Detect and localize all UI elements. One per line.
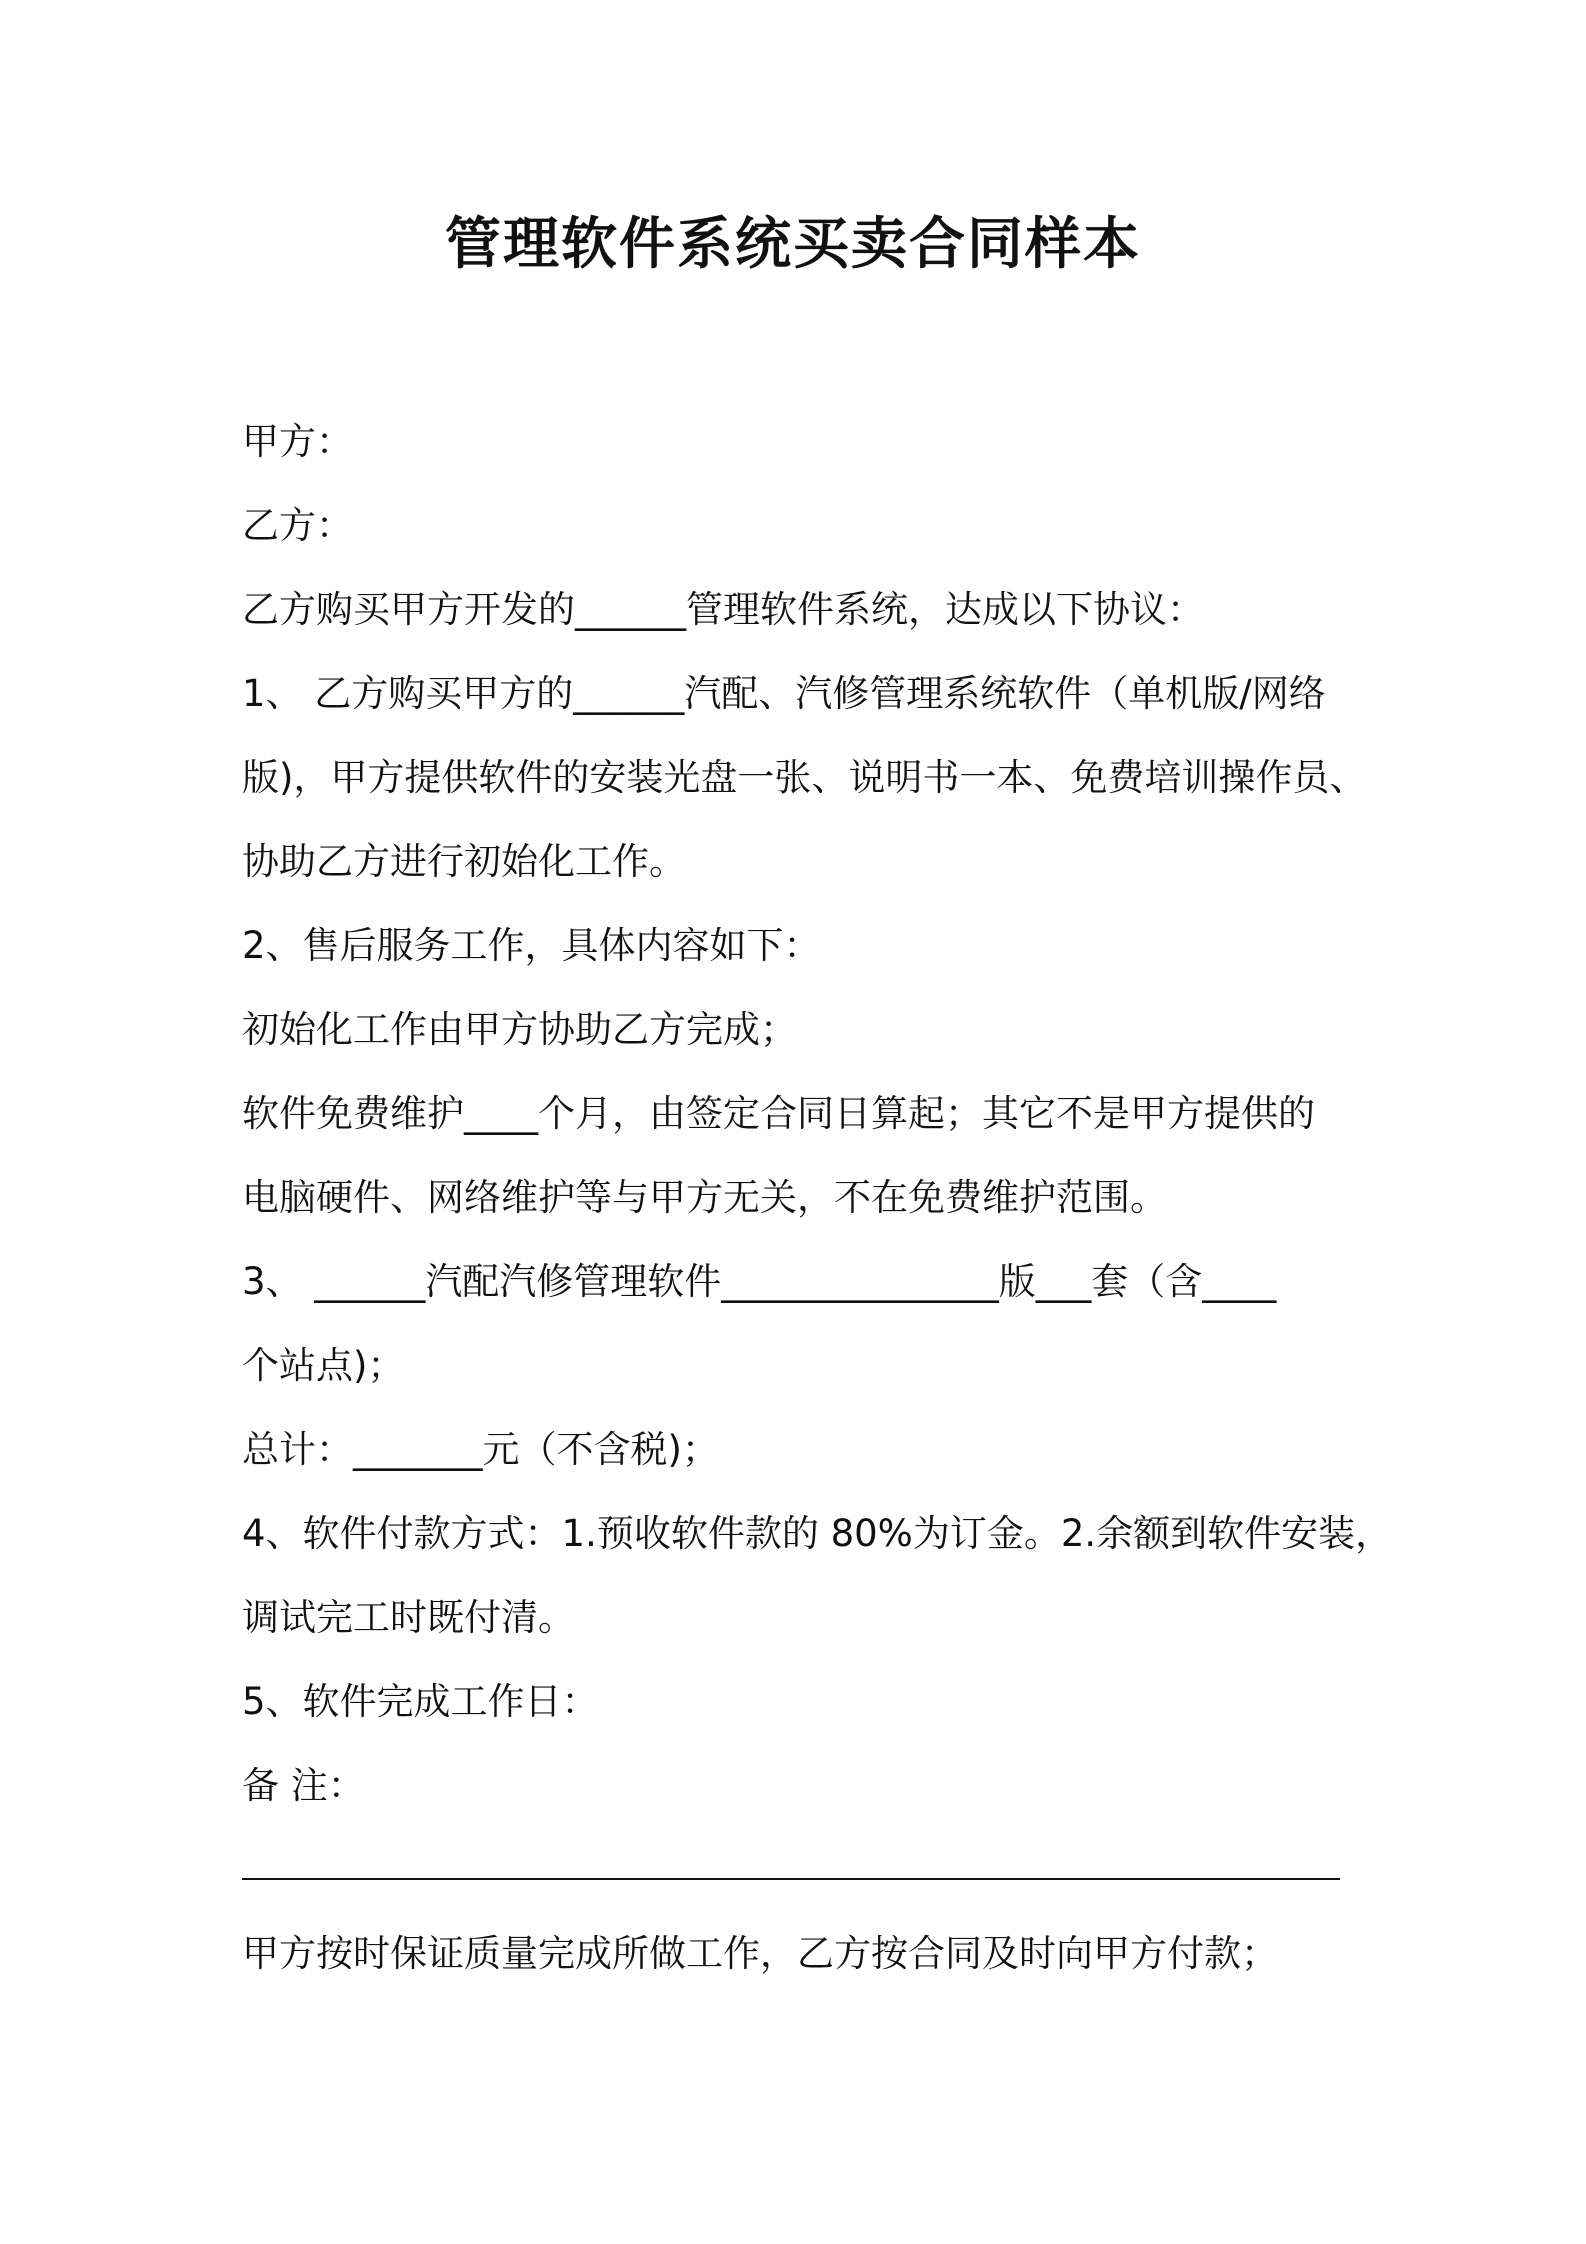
party-a-line: 甲方： xyxy=(242,420,353,463)
clause-2-item-2-line-2: 电脑硬件、网络维护等与甲方无关，不在免费维护范围。 xyxy=(242,1176,1167,1219)
clause-3-line-2: 个站点)； xyxy=(242,1344,405,1387)
agreement-intro-line: 乙方购买甲方开发的______管理软件系统，达成以下协议： xyxy=(242,588,1204,631)
clause-1-line-3: 协助乙方进行初始化工作。 xyxy=(242,840,686,883)
document-title: 管理软件系统买卖合同样本 xyxy=(445,212,1141,277)
clause-1-line-1: 1、 乙方购买甲方的______汽配、汽修管理系统软件（单机版/网络 xyxy=(242,672,1326,715)
clause-2-item-1: 初始化工作由甲方协助乙方完成； xyxy=(242,1008,797,1051)
contract-body xyxy=(242,400,1393,1996)
clause-5-line: 5、软件完成工作日： xyxy=(242,1680,599,1723)
horizontal-rule xyxy=(242,1878,1340,1880)
clause-4-line-1: 4、软件付款方式：1.预收软件款的 80%为订金。2.余额到软件安装， xyxy=(242,1512,1393,1555)
clause-3-line-1: 3、 ______汽配汽修管理软件_______________版___套（含____ xyxy=(242,1260,1277,1303)
remarks-line: 备 注： xyxy=(242,1764,365,1807)
clause-2-heading: 2、售后服务工作，具体内容如下： xyxy=(242,924,821,967)
clause-2-item-2-line-1: 软件免费维护____个月，由签定合同日算起；其它不是甲方提供的 xyxy=(242,1092,1315,1135)
remarks-blank-rule xyxy=(242,1828,1382,1912)
party-b-line: 乙方： xyxy=(242,504,353,547)
clause-1-line-2: 版)，甲方提供软件的安装光盘一张、说明书一本、免费培训操作员、 xyxy=(242,756,1367,799)
closing-line: 甲方按时保证质量完成所做工作，乙方按合同及时向甲方付款； xyxy=(242,1932,1278,1975)
clause-4-line-2: 调试完工时既付清。 xyxy=(242,1596,575,1639)
total-line: 总计：_______元（不含税)； xyxy=(242,1428,719,1471)
